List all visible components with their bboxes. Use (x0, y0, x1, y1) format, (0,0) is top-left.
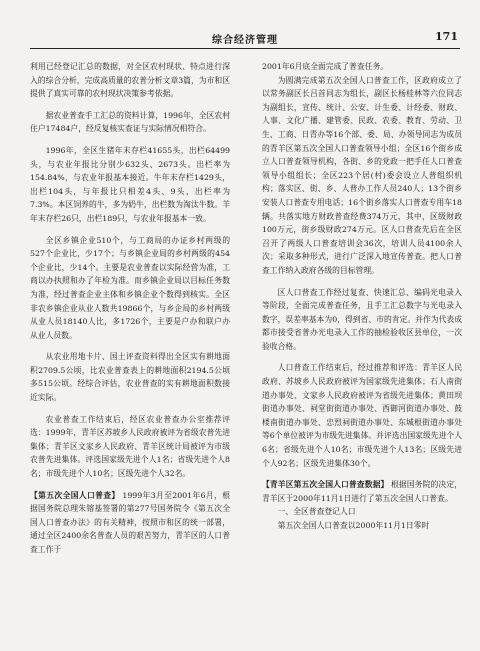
paragraph: 2001年6月底全面完成了普查任务。 (262, 62, 389, 71)
section-title: 综合经济管理 (212, 35, 278, 46)
paragraph (30, 489, 230, 557)
entry-body: 1999年3月至2001年6月，根据国务院总理朱镕基签署的第277号国务院令《第五次全国人口普查办法》的有关精神，按照市和区的统一部署，通过全区2400余名普查人员的艰苦努力，青羊区的人口普查工作于 (30, 490, 230, 554)
paragraph: 第五次全国人口普查以2000年11月1日零时 (277, 521, 430, 530)
page-number: 171 (435, 30, 458, 43)
paragraph (262, 478, 462, 505)
running-header (30, 30, 460, 49)
entry-body: 根据国务院的决定，青羊区于2000年11月1日进行了第五次全国人口普查。 (262, 480, 463, 503)
paragraph: 人口普查工作结束后，经过推荐和评选：青羊区人民政府、苏坡乡人民政府被评为国家级先进集体；石人南街道办事处、文家乡人民政府被评为省级先进集体；黄田坝街道办事处、祠堂街街道办事处、西御河街道办事处、鼓楼南街道办事处、忠烈祠街道办事处、东城根街道办事处等6个单位被评为市级先进集体。并评选出国家级先进个人6名；省级先进个人10名；市级先进个人13名；区级先进个人92名；区级先进集体30个。 (262, 363, 462, 468)
paragraph: 1996年，全区生猪年末存栏41655头，出栏64499头，与农业年报比分别少632头、2673头。出栏率为154.84%，与农业年报基本接近。牛年末存栏1429头，出栏104头，与年报比只相差4头、9头，出栏率为7.3%。本区饲养的牛，多为奶牛，出栏数为淘汰牛数。羊年末存栏26只，出栏189只，与农业年报基本一致。 (30, 145, 230, 223)
paragraph: 据农业普查手工汇总的资料计算，1996年，全区农村住户17484户，经反复核实查证与实际情况相符合。 (30, 110, 230, 134)
left-column (30, 60, 230, 557)
paragraph: 全区乡镇企业510个，与工商局的办证乡村两级的527个企业比，少17个；与乡镇企业局的乡村两级的454个企业比，少14个。主要是农业普查以实际经营为准，工商以办执照和办了年检为准。而乡镇企业局以目标任务数为准，经过普查企业主体和乡镇企业个数得到核实。全区非农乡镇企业从业人数共19866个，与乡企局的乡村两级从业人员18140人比，多1726个，主要是户办和联户办从业人员数。 (30, 235, 230, 340)
entry-heading: 【第五次全国人口普查】 (30, 490, 120, 500)
paragraph: 为圆满完成第五次全国人口普查工作，区政府成立了以常务副区长吕首同志为组长，副区长杨桂林等六位同志为副组长，宣传、统计、公安、计生委、计经委、财政、人事、文化广播、建管委、民政、农委、教育、劳动、卫生、工商、日青办等16个部、委、局、办领导同志为成员的青羊区第五次全国人口普查领导小组；全区16个街乡成立人口普查领导机构，各街、乡的党政一把手任人口普查领导小组组长；全区223个居(村)委会设立人普组织机构；落实区、街、乡、人普办工作人员240人；13个街乡安装人口普查专用电话；16个街乡落实人口普查专用车18辆。共落实地方财政普查经费374万元，其中，区级财政100万元，街乡级财政274万元。区人口普查先后在全区召开了两级人口普查培训会36次，培训人员4100余人次；采取多种形式，进行广泛深入地宣传普查。把人口普查工作纳入政府各级的目标管理。 (262, 75, 462, 275)
subheading: 一、全区普查登记人口 (277, 507, 356, 517)
paragraph: 利用已经登记汇总的数据，对全区农村现状、特点进行深入的综合分析，完成高质量的农普分析文章3篇，为市和区提供了真实可靠的农村现状决策参考依据。 (30, 62, 230, 99)
entry-heading: 【青羊区第五次全国人口普查数据】 (262, 480, 389, 490)
paragraph: 从农业用地卡片、国土评查资料得出全区实有耕地面积2709.5公顷，比农业普查表上的耕地面积2194.5公顷多515公顷。经综合评估，农业普查的实有耕地面积数接近实际。 (30, 352, 230, 403)
paragraph: 农业普查工作结束后，经区农业普查办公室推荐评选：1999年，青羊区苏坡乡人民政府被评为省级农普先进集体；青羊区文家乡人民政府、青羊区统计局被评为市级农普先进集体。评选国家级先进个人1名；省级先进个人8名；市级先进个人10名；区级先进个人32名。 (30, 414, 230, 479)
paragraph: 区人口普查工作经过复查、快速汇总、编码光电录入等阶段，全面完成普查任务，且手工汇总数字与光电录入数字，误差率基本为0，得到省、市的肯定。并作为代表成都市接受省普办光电录入工作的抽检验收区县单位，一次验收合格。 (262, 287, 462, 351)
right-column (262, 60, 462, 533)
